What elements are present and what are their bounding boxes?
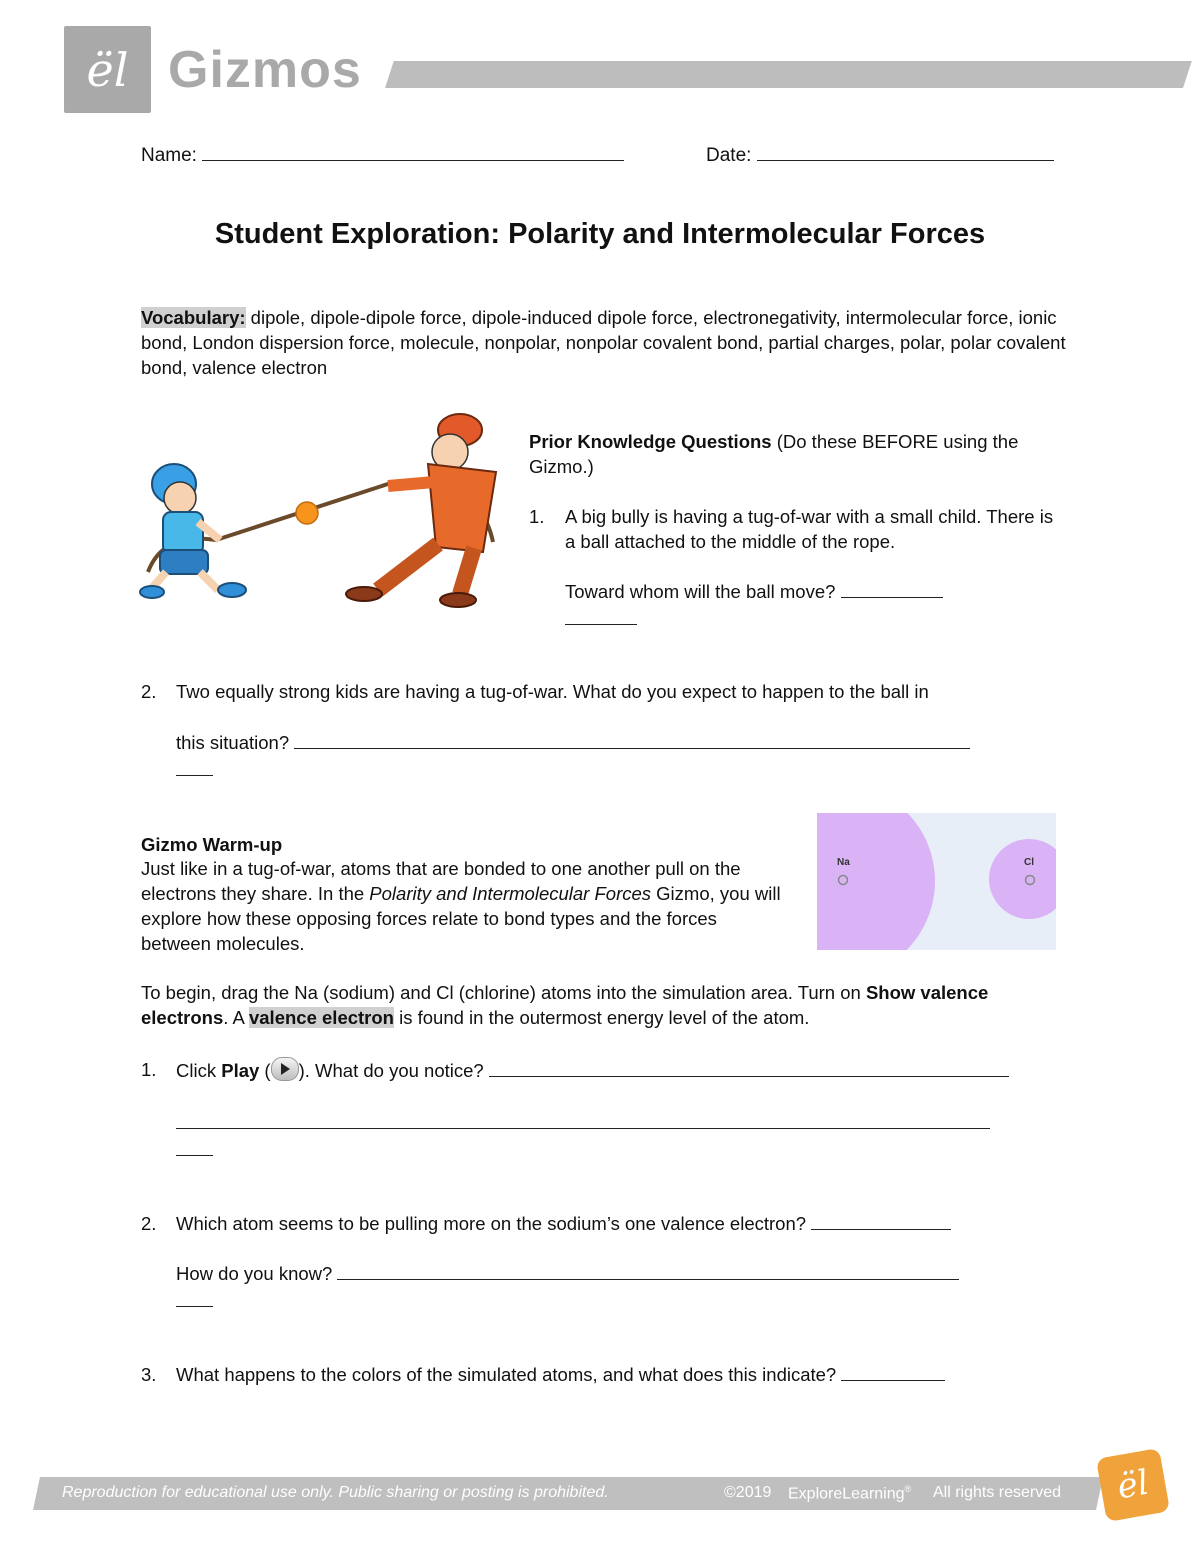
simulation-screenshot [817, 813, 1056, 950]
vocabulary-label: Vocabulary: [141, 307, 246, 328]
wu-q1-number: 1. [141, 1059, 157, 1080]
wu-q1-answer-line-cont[interactable] [176, 1155, 213, 1156]
pk-q1-answer-line[interactable] [841, 582, 943, 598]
date-input-line[interactable] [757, 144, 1054, 161]
page-title: Student Exploration: Polarity and Intermolecular Forces [214, 218, 986, 250]
warmup-intro: Just like in a tug-of-war, atoms that are bonded to one another pull on the electrons they share. In the Polarity and Intermolecular Forces Gizmo, you will explore how these opposing forces relate to bond types and the forces between molecules. [141, 858, 781, 954]
wu-q1-text: Click Play ( ). What do you notice? [176, 1057, 1066, 1083]
brand-name: Gizmos [168, 41, 362, 99]
wu-q2-text: Which atom seems to be pulling more on the sodium’s one valence electron? [176, 1211, 1066, 1236]
vocabulary-paragraph [141, 305, 1066, 380]
tug-of-war-illustration [138, 412, 500, 608]
wu-q3-number: 3. [141, 1364, 157, 1385]
wu-q2-number: 2. [141, 1213, 157, 1234]
vocabulary-text: dipole, dipole-dipole force, dipole-induced dipole force, electronegativity, intermolecular force, ionic bond, London dispersion force, molecule, nonpolar, nonpolar covalent bond, partial charges, polar, polar covalent bond, valence electron [141, 307, 1066, 378]
prior-knowledge-heading: Prior Knowledge Questions (Do these BEFORE using the Gizmo.) [529, 431, 1019, 477]
wu-q2-follow: How do you know? [176, 1261, 1006, 1286]
warmup-begin-instructions: To begin, drag the Na (sodium) and Cl (chlorine) atoms into the simulation area. Turn on Show valence electrons. A valence electron is found in the outermost energy level of the atom. [141, 982, 989, 1028]
pk-q1-text: A big bully is having a tug-of-war with a small child. There is a ball attached to the middle of the rope. [565, 506, 1054, 552]
sodium-atom [817, 813, 935, 950]
wu-q2-answer-line[interactable] [811, 1214, 951, 1230]
wu-q2-answer-line-cont[interactable] [176, 1306, 213, 1307]
wu-q1-answer-line[interactable] [489, 1061, 1009, 1077]
name-field[interactable]: Name: [141, 144, 624, 167]
footer-notice: Reproduction for educational use only. Public sharing or posting is prohibited. [62, 1484, 609, 1501]
wu-q2-follow-answer-line[interactable] [337, 1264, 959, 1280]
ball [296, 502, 318, 524]
child-figure [140, 464, 246, 598]
footer-copyright: ©2019 [724, 1484, 772, 1501]
bully-figure [346, 414, 496, 607]
pk-q2-answer-line[interactable] [294, 733, 970, 749]
wu-q3-text: What happens to the colors of the simulated atoms, and what does this indicate? [176, 1362, 1066, 1387]
wu-q1-answer-line-2[interactable] [176, 1128, 990, 1129]
play-icon [271, 1057, 299, 1081]
simulation-atoms [817, 813, 1056, 950]
explorelearning-logo: ël [1096, 1448, 1170, 1522]
pk-q2-number: 2. [141, 681, 157, 702]
footer-rights: All rights reserved [933, 1484, 1062, 1501]
chlorine-label: Cl [1024, 857, 1034, 868]
pk-q2-answer-line-cont[interactable] [176, 775, 213, 776]
header-bar [385, 61, 1192, 88]
warmup-heading: Gizmo Warm-up [141, 834, 283, 855]
gizmos-logo: ël [64, 26, 151, 113]
sodium-label: Na [837, 857, 850, 868]
valence-electron-highlight: valence electron [248, 1007, 394, 1028]
footer-company: ExploreLearning® [788, 1484, 912, 1503]
pk-q2-prompt: this situation? [176, 730, 996, 755]
date-field[interactable]: Date: [706, 144, 1054, 167]
pk-q1-number: 1. [529, 506, 545, 527]
wu-q3-answer-line[interactable] [841, 1365, 945, 1381]
pk-q2-text: Two equally strong kids are having a tug-of-war. What do you expect to happen to the ball in [176, 681, 929, 702]
pk-q1-prompt: Toward whom will the ball move? [565, 579, 1005, 604]
name-input-line[interactable] [202, 144, 624, 161]
pk-q1-answer-line-cont[interactable] [565, 624, 637, 625]
